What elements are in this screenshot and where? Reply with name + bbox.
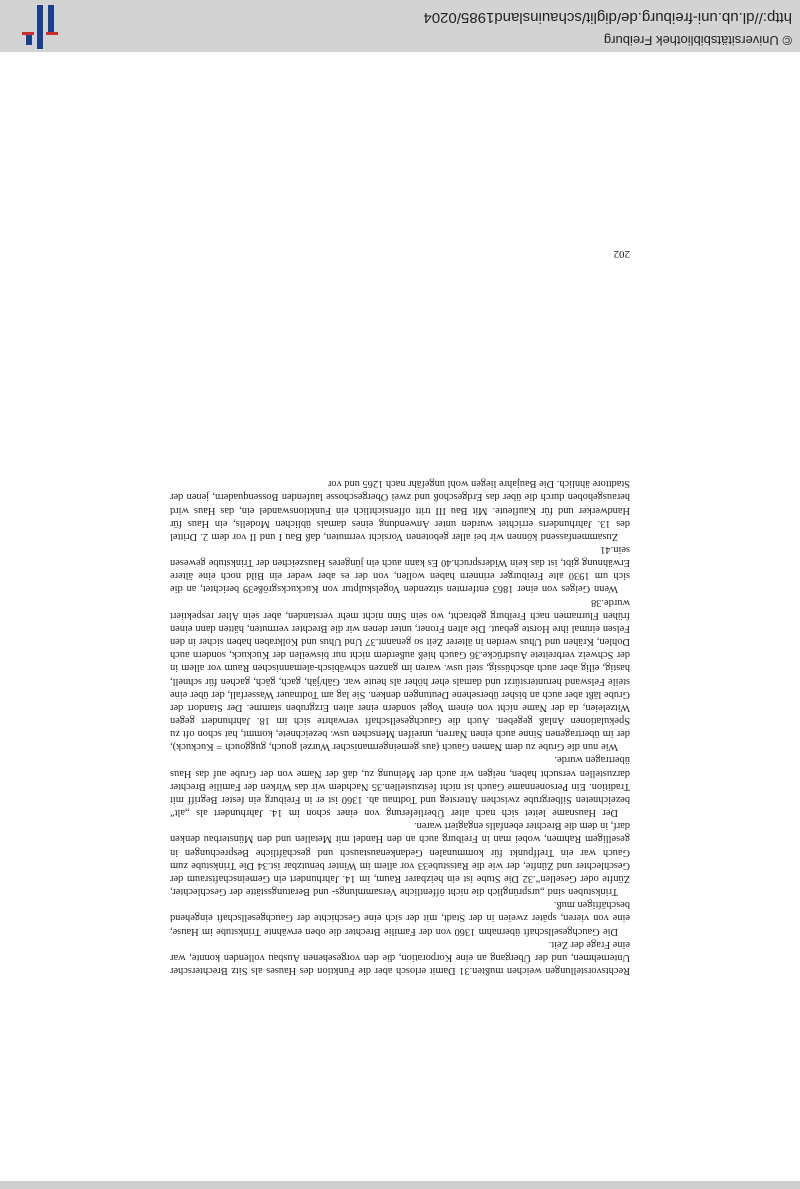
paragraph: Wenn Geiges von einer 1863 entfernten sitzenden Vogelskulptur von Kuckucksgröße39 berichtet, an die sich um 1930 alte Freiburger erinnern haben wollen, von der es aber weder ein Bild noch eine ältere Erwähnung gibt, ist das kein Widerspruch.40 Es kann auch ein jüngeres Hauszeichen der Trinkstube gewesen sein.41: [170, 544, 630, 595]
copyright-notice: © Universitätsbibliothek Freiburg: [603, 33, 792, 48]
paragraph: Rechtsvorstellungen weichen mußten.31 Damit erlosch aber die Funktion des Hauses als Sitz Brechterscher Unternehmen, und der Übergang an eine Korporation, die den vorgesehenen Ausbau vollenden konnte, war eine Frage der Zeit.: [170, 938, 630, 976]
paragraph: Wie nun die Grube zu dem Namen Gauch (aus gemeingermanischer Wurzel gouch, guggouch = Kuckuck), der im übertragenen Sinne auch einen Narren, unreifen Menschen usw. bezeichnete, kommt, hat schon oft zu Spekulationen Anlaß gegeben. Auch die Gauchgesellschaft verwahrte sich im 18. Jahrhundert gegen Witzeleien, da der Name nicht von einem Vogel sondern einer alten Erzgruben stamme. Der Standort der Grube läßt aber auch an bisher übersehene Deutungen denken. Sie lag am Todtnauer Wasserfall, der über eine steile Felswand herunterstürzt und damals eher höher als heute war. Gäh/jäh, gach, gäch, gachen für schnell, hastig, eilig aber auch abschüssig, steil usw. waren im ganzen schwäbisch-alemannischen Raum vor allem in der Schweiz verbreitete Ausdrücke.36 Gauch hieß außerdem nicht nur bisweilen der Kuckuck, sondern auch Dohlen, Krähen und Uhus werden in älterer Zeit so genannt.37 Und Uhus und Kolkraben haben sicher in den Felsen einmal ihre Horste gebaut. Die alten Froner, unter denen wir die Brechter vermuten, hätten dann einen frühen Flurnamen nach Freiburg gebracht, wo sein Sinn nicht mehr verstanden, aber sein Alter respektiert wurde.38: [170, 596, 630, 753]
viewer-edge-strip: [0, 1181, 800, 1189]
source-url-link[interactable]: http://dl.ub.uni-freiburg.de/diglit/schauinsland1985/0204: [423, 9, 792, 26]
university-library-logo-icon: [18, 5, 62, 49]
page-body-text: [170, 477, 630, 977]
library-footer-bar: [0, 0, 800, 52]
paragraph: Trinkstuben sind „ursprünglich die nicht öffentliche Versammlungs- und Beratungsstätte der Geschlechter, Zünfte oder Gesellen“.32 Die Stube ist ein heizbarer Raum, im 14. Jahrhundert ein Gemeinschaftsraum der Geschlechter und Zünfte, der wie die Ratsstube33 vor allem im Winter benutzbar ist.34 Die Trinkstube zum Gauch war ein Treffpunkt für kommunalen Gedankenaustausch und geschäftliche Besprechungen in geselligem Rahmen, wobei man in Freiburg auch an den Handel mit Metallen und den Münsterbau denken darf, in dem die Brechter ebenfalls engagiert waren.: [170, 820, 630, 898]
paragraph: Die Gauchgesellschaft übernahm 1360 von der Familie Brechter die oben erwähnte Trinkstube im Hause, eine von vieren, später zweien in der Stadt, mit der sich eine Geschichte der Gauchgesellschaft eingehend beschäftigen muß.: [170, 899, 630, 937]
paragraph: Zusammenfassend können wir bei aller gebotenen Vorsicht vermuten, daß Bau I und II vor dem 2. Drittel des 13. Jahrhunderts errichtet wurden unter Anwendung eines damals üblichen Modells, ein Haus für Handwerker und für Kaufleute. Mit Bau III tritt offensichtlich ein Funktionswandel ein, das Haus wird herausgehoben durch die über das Erdgeschoß und zwei Obergeschosse laufenden Bossenquadern, jenen der Stadttore ähnlich. Die Baujahre liegen wohl ungefähr nach 1265 und vor: [170, 478, 630, 542]
paragraph: Der Hausname leitet sich nach alter Überlieferung von einer schon im 14. Jahrhundert als „alt“ bezeichneten Silbergrube zwischen Attersteg und Todtnau ab. 1360 ist er in Freiburg ein fester Begriff mit Tradition. Ein Personenname Gauch ist nicht festzustellen.35 Nachdem wir das Wirken der Familie Brechter darzustellen versucht haben, neigen wir auch der Meinung zu, daß der Name von der Grube auf das Haus übertragen wurde.: [170, 754, 630, 819]
page-number: 202: [613, 248, 630, 260]
